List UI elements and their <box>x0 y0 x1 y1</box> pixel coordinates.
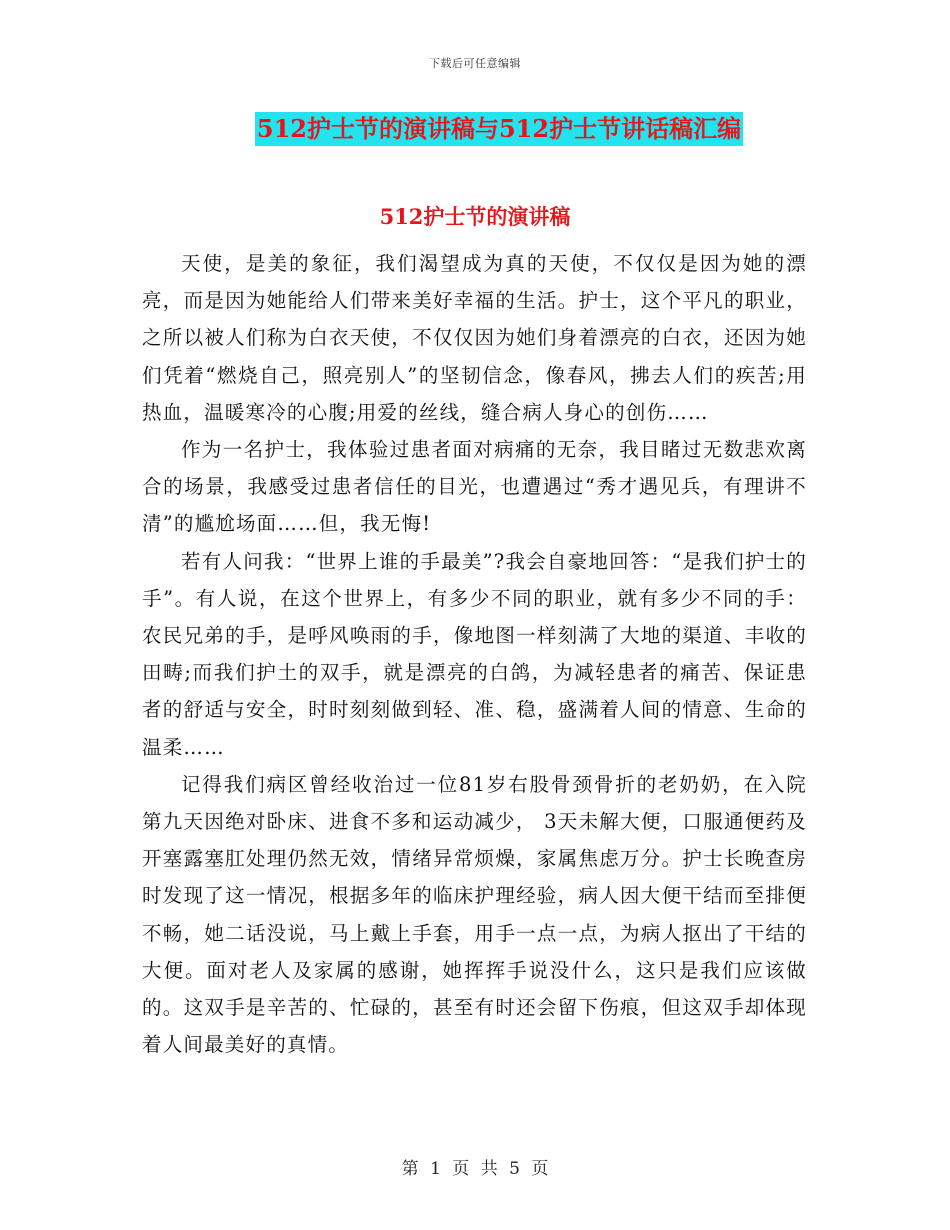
paragraph-3: 若有人问我：“世界上谁的手最美”?我会自豪地回答：“是我们护士的手”。有人说，在这个世界上，有多少不同的职业，就有多少不同的手：农民兄弟的手，是呼风唤雨的手，像地图一样刻满了大地的渠道、丰收的田畴;而我们护土的双手，就是漂亮的白鸽，为减轻患者的痛苦、保证患者的舒适与安全，时时刻刻做到轻、准、稳，盛满着人间的情意、生命的温柔…… <box>142 549 807 759</box>
page-header-note: 下载后可任意编辑 <box>429 57 521 70</box>
document-body <box>142 245 807 1063</box>
paragraph-4: 记得我们病区曾经收治过一位81岁右股骨颈骨折的老奶奶，在入院第九天因绝对卧床、进食不多和运动减少， 3天未解大便，口服通便药及开塞露塞肛处理仍然无效，情绪异常烦燥，家属焦虑万分。护士长晚查房时发现了这一情况，根据多年的临床护理经验，病人因大便干结而至排便不畅，她二话没说，马上戴上手套，用手一点一点，为病人抠出了干结的大便。面对老人及家属的感谢，她挥挥手说没什么，这只是我们应该做的。这双手是辛苦的、忙碌的，甚至有时还会留下伤痕，但这双手却体现着人间最美好的真情。 <box>142 772 807 1057</box>
paragraph-2: 作为一名护士，我体验过患者面对病痛的无奈，我目睹过无数悲欢离合的场景，我感受过患者信任的目光，也遭遇过“秀才遇见兵，有理讲不清”的尴尬场面……但，我无悔! <box>142 438 807 536</box>
page-number-footer: 第 1 页 共 5 页 <box>401 1159 549 1179</box>
document-title-container <box>0 112 950 146</box>
paragraph-1: 天使，是美的象征，我们渴望成为真的天使，不仅仅是因为她的漂亮，而是因为她能给人们带来美好幸福的生活。护士，这个平凡的职业，之所以被人们称为白衣天使，不仅仅因为她们身着漂亮的白衣，还因为她们凭着“燃烧自己，照亮别人”的坚韧信念，像春风，拂去人们的疾苦;用热血，温暖寒冷的心腹;用爱的丝线，缝合病人身心的创伤…… <box>142 252 807 424</box>
document-title: 512护士节的演讲稿与512护士节讲话稿汇编 <box>255 112 743 146</box>
section-title: 512护士节的演讲稿 <box>379 204 571 229</box>
